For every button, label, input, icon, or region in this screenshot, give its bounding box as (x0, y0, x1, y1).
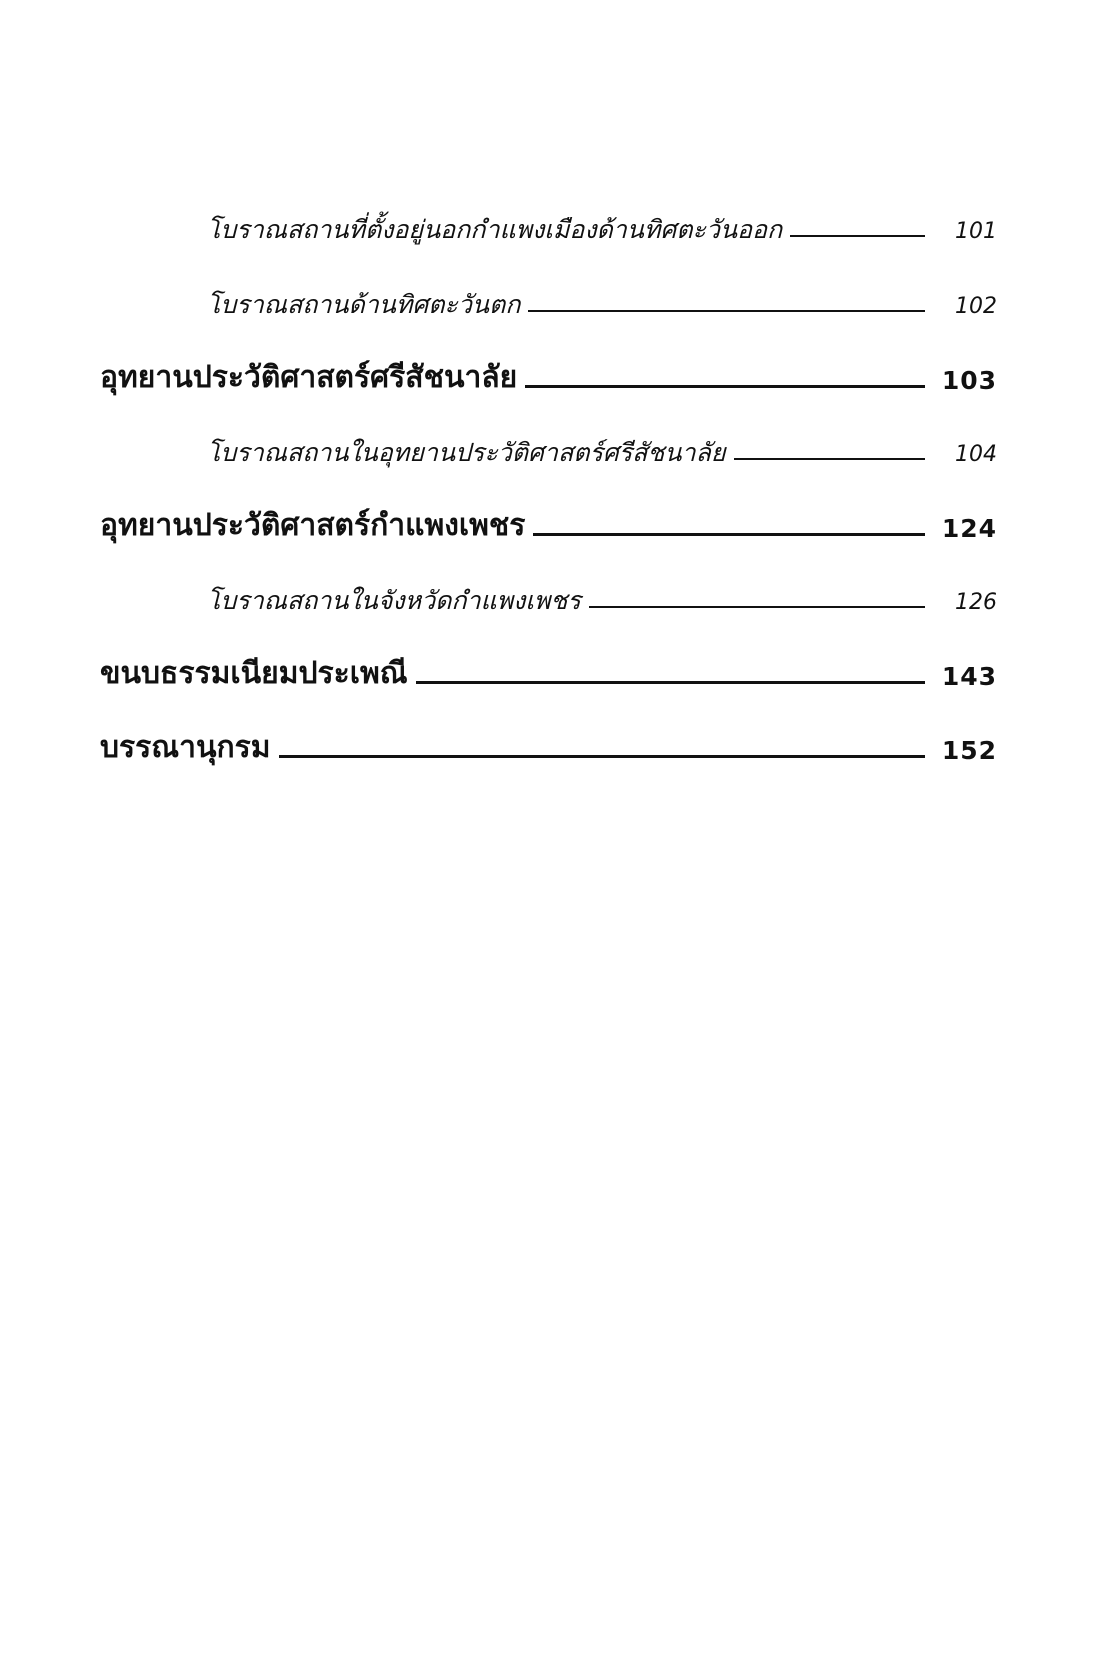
toc-entry-customs-traditions[interactable] (100, 646, 997, 692)
toc-entry-page: 143 (941, 662, 997, 691)
toc-entry-east-outside-wall[interactable] (207, 205, 997, 245)
toc-entry-title: โบราณสถานด้านทิศตะวันตก (207, 290, 521, 319)
toc-entry-page: 104 (955, 441, 997, 467)
toc-leader-line (790, 235, 925, 237)
toc-leader-line (279, 755, 925, 758)
toc-entry-page: 124 (941, 514, 997, 543)
toc-leader-line (734, 458, 926, 460)
toc-entry-page: 101 (955, 218, 997, 244)
toc-entry-page: 102 (955, 293, 997, 319)
toc-leader-line (416, 681, 925, 684)
toc-entry-si-satchanalai-park[interactable] (100, 350, 997, 396)
toc-entry-title: บรรณานุกรม (100, 730, 271, 765)
toc-entry-title: ขนบธรรมเนียมประเพณี (100, 656, 408, 691)
toc-leader-line (528, 310, 925, 312)
toc-entry-title: โบราณสถานในจังหวัดกำแพงเพชร (207, 586, 581, 615)
toc-entry-si-satchanalai-monuments[interactable] (207, 428, 997, 468)
toc-entry-kamphaeng-phet-monuments[interactable] (207, 576, 997, 616)
toc-entry-title: อุทยานประวัติศาสตร์กำแพงเพชร (100, 508, 526, 543)
toc-entry-page: 126 (955, 589, 997, 615)
toc-leader-line (525, 385, 925, 388)
toc-entry-title: โบราณสถานที่ตั้งอยู่นอกกำแพงเมืองด้านทิศตะวันออก (207, 215, 783, 244)
toc-entry-page: 103 (941, 366, 997, 395)
toc-entry-title: โบราณสถานในอุทยานประวัติศาสตร์ศรีสัชนาลัย (207, 438, 726, 467)
toc-entry-bibliography[interactable] (100, 720, 997, 766)
toc-entry-west-side[interactable] (207, 280, 997, 320)
toc-entry-title: อุทยานประวัติศาสตร์ศรีสัชนาลัย (100, 360, 518, 395)
toc-entry-kamphaeng-phet-park[interactable] (100, 498, 997, 544)
toc-leader-line (589, 606, 925, 608)
toc-leader-line (533, 533, 925, 536)
toc-entry-page: 152 (941, 736, 997, 765)
